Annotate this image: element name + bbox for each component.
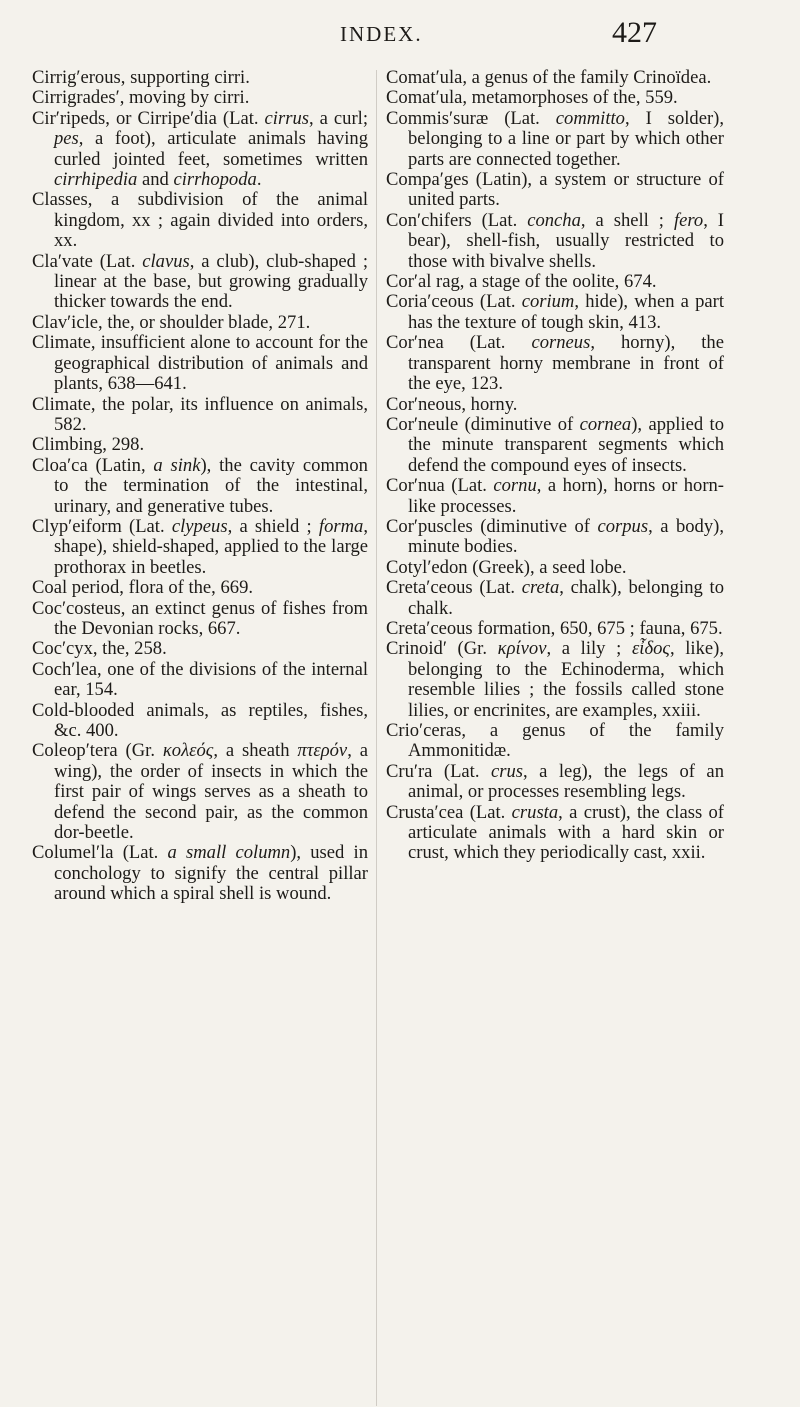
index-entry — [32, 395, 368, 436]
index-entry — [32, 68, 368, 88]
entry-text: , a body), minute bodies. — [408, 515, 724, 558]
entry-italic: cirrus — [264, 107, 309, 129]
index-entry — [386, 762, 724, 803]
entry-text: ), applied to the minute transparent segments which defend the compound eyes of insects. — [408, 413, 724, 476]
entry-text: , a club), club-shaped ; linear at the base, but growing gradually thicker towards the end. — [54, 250, 368, 313]
index-entry — [386, 211, 724, 272]
index-entry — [386, 721, 724, 762]
entry-text: , a subdivision of the animal kingdom, xx ; again divided into orders, xx. — [54, 189, 368, 252]
entry-term: Comat′ula — [386, 87, 463, 109]
entry-text: , hide), when a part has the texture of tough skin, 413. — [408, 291, 724, 333]
entry-text: (Latin), a system or structure of united parts. — [408, 169, 724, 211]
entry-term: Climate — [32, 332, 91, 354]
page-header — [0, 18, 800, 58]
entry-text: , the, 258. — [92, 638, 167, 660]
index-entry — [386, 68, 724, 88]
entry-italic: cirrhopoda — [173, 169, 257, 191]
entry-term: Cold-blooded animals — [32, 699, 205, 721]
entry-term: Cir′ripeds — [32, 107, 106, 129]
entry-italic: pes — [54, 128, 79, 150]
index-entry — [32, 660, 368, 701]
entry-text: , 650, 675 ; fauna, 675. — [550, 617, 723, 639]
entry-text: , as reptiles, fishes, &c. 400. — [54, 699, 368, 741]
running-head: INDEX. — [340, 22, 423, 46]
entry-text: (Lat. — [463, 801, 512, 823]
entry-text: , supporting cirri. — [120, 67, 250, 88]
entry-text: , a shell ; — [580, 209, 674, 231]
entry-text: , a horn), horns or horn-like processes. — [408, 475, 724, 517]
index-entry — [32, 701, 368, 742]
entry-text: (Lat. — [121, 515, 172, 537]
entry-term: Creta′ceous formation — [386, 617, 551, 639]
entry-italic: cornu — [493, 475, 537, 497]
entry-italic: πτερόν — [297, 740, 348, 762]
entry-term: Cor′neous — [386, 393, 462, 415]
entry-text: , a lily ; — [546, 638, 632, 660]
entry-italic: εἶδος — [631, 638, 670, 660]
page-number: 427 — [612, 16, 657, 49]
entry-italic: corpus — [597, 515, 649, 537]
index-entry — [32, 313, 368, 333]
entry-italic: a sink — [153, 454, 201, 476]
entry-italic: corium — [521, 291, 575, 313]
index-entry — [386, 88, 724, 108]
entry-text: , a sheath — [213, 740, 298, 762]
entry-text: , or Cirripe′dia (Lat. — [105, 107, 265, 129]
index-entry — [386, 333, 724, 394]
entry-text: (Lat. — [443, 332, 532, 354]
entry-term: Clav′icle — [32, 311, 99, 333]
left-column — [32, 68, 368, 905]
index-entry — [32, 517, 368, 578]
entry-term: Cor′nua — [386, 475, 445, 497]
entry-text: , the, or shoulder blade, 271. — [98, 311, 311, 333]
entry-text: , one of the divisions of the internal ear, 154. — [54, 658, 368, 701]
entry-text: (Lat. — [488, 107, 556, 129]
index-entry — [386, 639, 724, 721]
entry-term: Cirrigrades′ — [32, 87, 120, 109]
entry-text: , a crust), the class of articulate animals with a hard skin or crust, which they periodically cast, xxii. — [408, 801, 724, 864]
entry-term: Cloa′ca — [32, 454, 88, 476]
entry-term: Clyp′eiform — [32, 515, 122, 537]
index-entry — [386, 170, 724, 211]
entry-text: , insufficient alone to account for the geographical distribution of animals and plants, 638—641. — [54, 332, 368, 395]
entry-italic: forma — [318, 515, 364, 537]
column-divider — [376, 70, 377, 1406]
entry-italic: cornea — [579, 413, 632, 435]
entry-text: (diminutive of — [458, 413, 580, 435]
entry-term: Cor′al rag — [386, 271, 460, 293]
entry-text: (Lat. — [444, 475, 494, 497]
index-entry — [386, 395, 724, 415]
entry-term: Cor′neule — [386, 413, 459, 435]
entry-text: (Lat. — [113, 842, 168, 864]
index-entry — [386, 803, 724, 864]
entry-text: , shape), shield-shaped, applied to the large prothorax in beetles. — [54, 515, 368, 578]
index-entry — [32, 456, 368, 517]
entry-term: Coal period — [32, 577, 120, 599]
entry-text: , 298. — [102, 434, 145, 456]
entry-text: (Gr. — [117, 740, 163, 762]
entry-text: , flora of the, 669. — [119, 577, 254, 599]
entry-term: Coria′ceous — [386, 291, 474, 313]
index-entry — [32, 578, 368, 598]
entry-italic: a small column — [167, 842, 291, 864]
index-entry — [32, 252, 368, 313]
index-entry — [386, 578, 724, 619]
entry-term: Creta′ceous — [386, 577, 473, 599]
entry-italic: clypeus — [171, 515, 228, 537]
index-entry — [32, 599, 368, 640]
entry-italic: crusta — [511, 801, 559, 823]
index-entry — [32, 741, 368, 843]
entry-text: and — [137, 169, 174, 191]
entry-text: , a genus of the family Crinoïdea. — [462, 67, 712, 88]
index-entry — [32, 88, 368, 108]
index-entry — [386, 558, 724, 578]
index-entry — [386, 619, 724, 639]
entry-term: Comat′ula — [386, 67, 463, 88]
entry-term: Crio′ceras — [386, 720, 462, 741]
entry-text: , a leg), the legs of an animal, or processes resembling legs. — [408, 760, 724, 803]
entry-term: Columel′la — [32, 842, 114, 864]
entry-italic: committo — [555, 107, 625, 129]
entry-term: Commis′suræ — [386, 107, 489, 129]
entry-text: (Lat. — [472, 577, 522, 599]
entry-term: Coch′lea — [32, 658, 97, 680]
entry-term: Coleop′tera — [32, 740, 118, 762]
entry-term: Coc′cyx — [32, 638, 93, 660]
entry-italic: clavus — [142, 250, 190, 272]
entry-text: (Lat. — [473, 291, 522, 313]
entry-term: Classes — [32, 189, 88, 211]
entry-text: , a genus of the family Ammonitidæ. — [408, 720, 724, 762]
entry-text: , a foot), articulate animals having curled jointed feet, sometimes written — [54, 128, 368, 170]
entry-italic: concha — [527, 209, 581, 231]
entry-term: Cotyl′edon — [386, 556, 468, 578]
entry-text: (Lat. — [92, 250, 143, 272]
entry-text: , a stage of the oolite, 674. — [459, 271, 657, 293]
entry-text: (Latin, — [87, 454, 154, 476]
index-entry — [32, 843, 368, 904]
entry-text: (Greek), a seed lobe. — [467, 556, 627, 578]
entry-text: . — [256, 169, 262, 191]
entry-term: Cla′vate — [32, 250, 93, 272]
entry-italic: creta — [521, 577, 560, 599]
index-entry — [386, 517, 724, 558]
entry-term: Cor′puscles — [386, 515, 473, 537]
entry-term: Coc′costeus — [32, 597, 121, 619]
index-entry — [386, 292, 724, 333]
entry-text: , a wing), the order of insects in which the first pair of wings serves as a sheath to defend the second pair, as the common dor-beetle. — [54, 740, 368, 844]
entry-text: , I bear), shell-fish, usually restricted to those with bivalve shells. — [408, 209, 725, 272]
entry-text: (Lat. — [471, 209, 528, 231]
entry-term: Compa′ges — [386, 169, 469, 191]
entry-italic: κρίνον — [497, 638, 547, 660]
entry-text: , moving by cirri. — [119, 87, 250, 109]
index-entry — [386, 476, 724, 517]
entry-term: Cru′ra — [386, 760, 433, 782]
entry-text: , chalk), belonging to chalk. — [408, 577, 724, 619]
entry-italic: fero — [673, 209, 704, 231]
entry-text: (diminutive of — [472, 515, 598, 537]
entry-text: (Lat. — [432, 760, 491, 782]
entry-text: , the polar, its influence on animals, 582. — [54, 393, 368, 435]
entry-term: Cor′nea — [386, 332, 444, 354]
entry-text: , a curl; — [308, 107, 368, 129]
entry-text: (Gr. — [446, 638, 498, 660]
index-entry — [32, 333, 368, 394]
entry-text: , an extinct genus of fishes from the Devonian rocks, 667. — [54, 597, 368, 639]
index-entry — [32, 109, 368, 191]
index-entry — [386, 415, 724, 476]
entry-text: , I solder), belonging to a line or part by which other parts are connected together. — [408, 107, 724, 170]
entry-text: , metamorphoses of the, 559. — [462, 87, 678, 109]
entry-term: Crusta′cea — [386, 801, 464, 823]
index-entry — [32, 190, 368, 251]
entry-italic: κoλεός — [162, 740, 214, 762]
entry-term: Cirrig′erous — [32, 67, 121, 88]
entry-italic: corneus — [531, 332, 591, 354]
entry-text: ), the cavity common to the termination of the intestinal, urinary, and generative tubes. — [54, 454, 368, 517]
entry-text: , like), belonging to the Echinoderma, which resemble lilies ; the fossils called stone lilies, or encrinites, are examples, xxiii. — [408, 638, 724, 721]
index-entry — [32, 639, 368, 659]
index-entry — [386, 109, 724, 170]
entry-term: Crinoid′ — [386, 638, 447, 660]
entry-term: Climate — [32, 393, 91, 415]
entry-text: , a shield ; — [227, 515, 319, 537]
index-entry — [32, 435, 368, 455]
entry-text: , horny. — [461, 393, 518, 415]
entry-italic: cirrhipedia — [54, 169, 138, 191]
entry-text: , horny), the transparent horny membrane in front of the eye, 123. — [408, 332, 724, 395]
entry-term: Con′chifers — [386, 209, 472, 231]
index-entry — [386, 272, 724, 292]
entry-text: ), used in conchology to signify the central pillar around which a spiral shell is wound. — [54, 842, 368, 905]
entry-italic: crus — [490, 760, 523, 782]
entry-term: Climbing — [32, 434, 103, 456]
right-column — [386, 68, 724, 864]
